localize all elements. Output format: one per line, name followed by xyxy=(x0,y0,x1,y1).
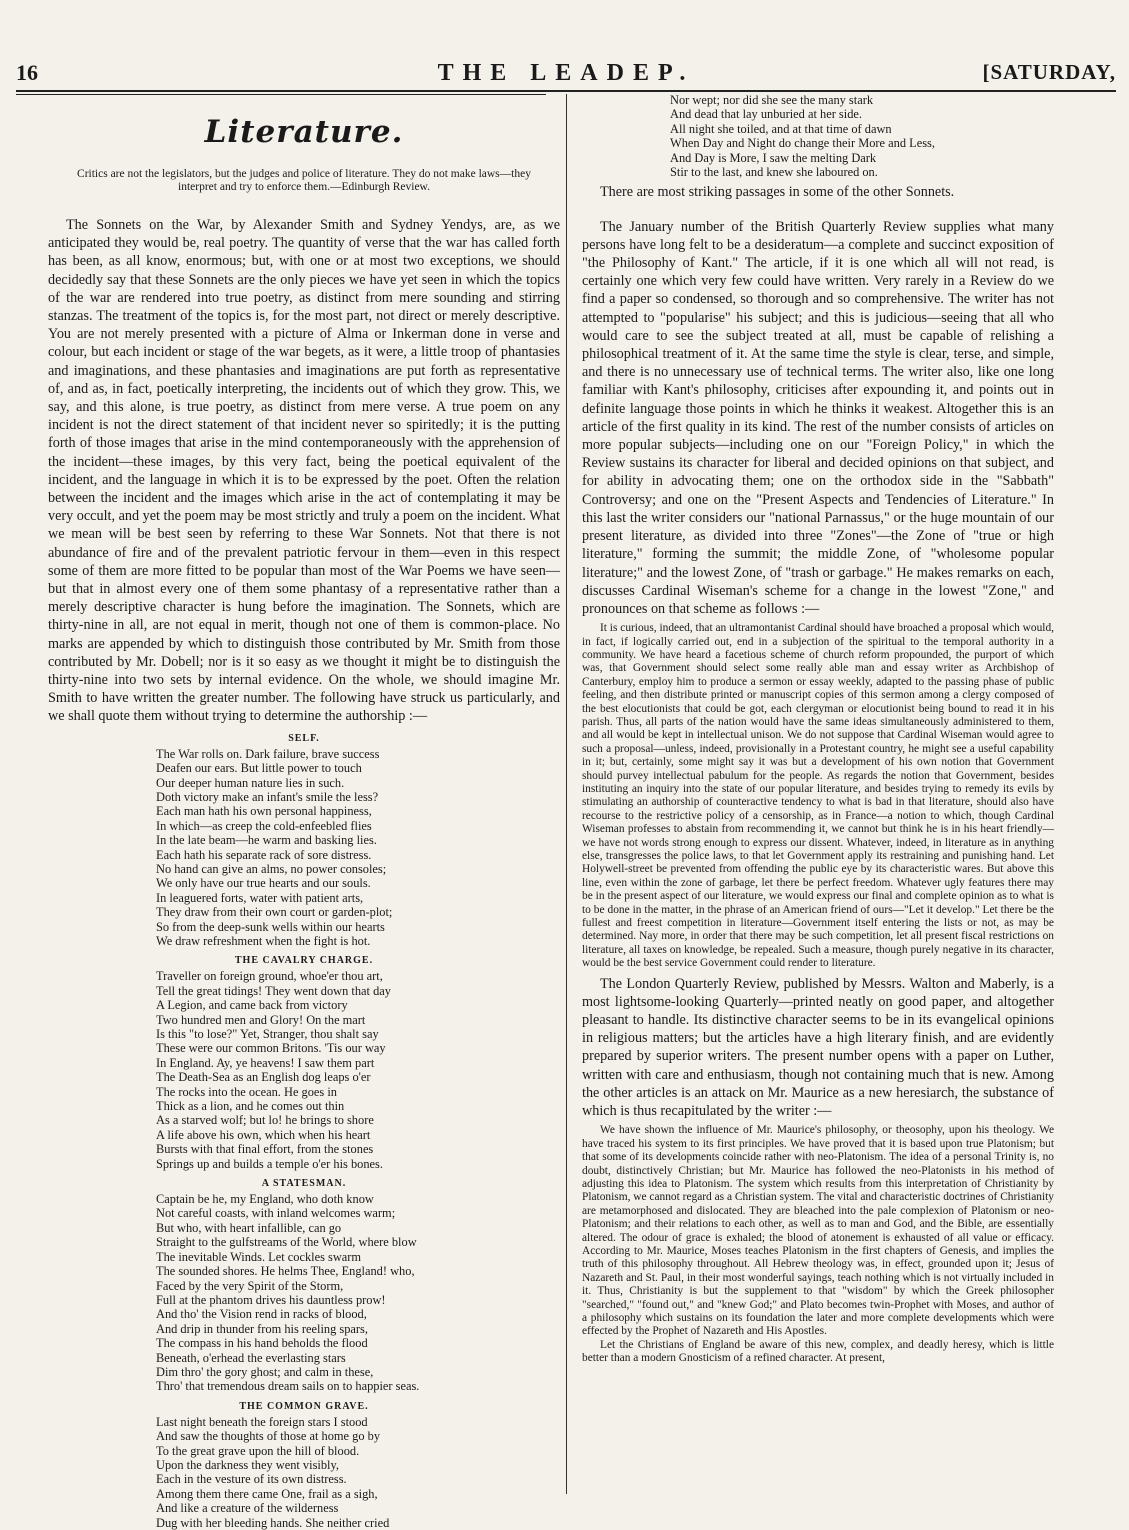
poem-line: We only have our true hearts and our souls. xyxy=(156,876,371,891)
poem-line: Upon the darkness they went visibly, xyxy=(156,1457,339,1472)
poem-statesman xyxy=(48,1178,560,1394)
poem-line: To the great grave upon the hill of blood. xyxy=(156,1443,360,1458)
poem-line: And drip in thunder from his reeling spars, xyxy=(156,1321,368,1336)
poem-line: Each hath his separate rack of sore distress. xyxy=(156,847,372,862)
british-quarterly-paragraph: The January number of the British Quarterly Review supplies what many persons have long felt to be a desideratum—a complete and succinct exposition of "the Philosophy of Kant." The article, if it is one which all will not read, is certainly one which very few could have written. Very rarely in a Review do we find a paper so condensed, so thorough and so comprehensive. The writer has not attempted to "popularise" his subject; and this is judicious—seeing that all who would care to see the subject treated at all, must be capable of relishing a philosophical treatment of it. At the same time the style is clear, terse, and simple, and there is no unnecessary use of technical terms. The writer also, like one long familiar with Kant's philosophy, criticises after expounding it, and points out in definite language those points in which he thinks it weakest. Altogether this is an article of the first quality in its kind. The rest of the number consists of articles on more popular subjects—including one on our "Foreign Policy," in which the Review sustains its character for liberal and decided opinions on that subject, and for ability in advocating them; one on the orthodox side in the "Sabbath" Controversy; and one on the "Present Aspects and Tendencies of Literature." In this last the writer considers our "national Parnassus," or the huge mountain of our present literature, as divided into three "Zones"—the Zone of "true or high literature," forming the summit; the middle Zone, of "wholesome popular literature;" and the lowest Zone, of "trash or garbage." He makes remarks on each, discusses Cardinal Wiseman's scheme for a change in the lowest "Zone," and pronounces on that scheme as follows :— xyxy=(582,218,1054,617)
poem-line: The compass in his hand beholds the flood xyxy=(156,1336,368,1351)
poem-continuation xyxy=(670,93,1054,179)
poem-line: Springs up and builds a temple o'er his bones. xyxy=(156,1156,383,1171)
section-title: Literature. xyxy=(204,114,404,150)
london-quarterly-paragraph: The London Quarterly Review, published by Messrs. Walton and Maberly, is a most lightsome-looking Quarterly—printed neatly on good paper, and altogether pleasant to handle. Its distinctive character seems to be in its evangelical opinions in religious matters; but the articles have a high literary finish, and are evidently prepared by superior writers. The present number opens with a paper on Luther, written with care and enthusiasm, though not containing much that is new. Among the other articles is an attack on Mr. Maurice as a new heresiarch, the substance of which is thus recapitulated by the writer :— xyxy=(582,975,1054,1120)
poem-line: The War rolls on. Dark failure, brave success xyxy=(156,746,380,761)
poem-line: The inevitable Winds. Let cockles swarm xyxy=(156,1249,362,1264)
poem-line: And saw the thoughts of those at home go by xyxy=(156,1429,381,1444)
poem-line: A Legion, and came back from victory xyxy=(156,998,348,1013)
poem-line: Two hundred men and Glory! On the mart xyxy=(156,1012,366,1027)
poem-line: Thick as a lion, and he comes out thin xyxy=(156,1099,345,1114)
page-header xyxy=(16,60,1116,94)
poem-line: Full at the phantom drives his dauntless prow! xyxy=(156,1292,386,1307)
wiseman-quotation: It is curious, indeed, that an ultramontanist Cardinal should have broached a proposal which would, in fact, if logically carried out, end in a subjection of the spiritual to the temporal authority in a community. We have heard a facetious scheme of church reform propounded, the purport of which was, that Government should select some really able man and essay writer as Archbishop of Canterbury, employ him to produce a sermon or essay weekly, adapted to the passing phase of public feeling, and then distribute printed or manuscript copies of this sermon among a clergy composed of the best elocutionists that could be got, each clergyman or elocutionist being bound to read it in his parish. Thus, all parts of the nation would have the same ideas simultaneously administered to them, and all would be kept in intellectual unison. We do not suppose that Cardinal Wiseman would agree to such a proposal—unless, indeed, provisionally in a Protestant country, he might see a useful capability in it; but, certainly, some might say it was but a development of his own notion that Government should purvey intellectual pabulum for the people. As regards the notion that Government, besides instituting an inquiry into the state of our popular literature, and besides trying to remedy its evils by stimulating an authorship of counteractive tendency to what is bad in that literature, should also have recourse to the restrictive policy of a censorship, as in France—a notion to which, though Cardinal Wiseman professes to abstain from recommending it, we cannot but think he is in his heart friendly—we have not words strong enough to express our dissent. Whatever, indeed, in literature as in anything else, transgresses the police laws, to that let Government apply its restraining and punishing hand. Let Holywell-street be prevented from offending the public eye by its characteristic wares. But above this line, even within the zone of garbage, let there be perfect freedom. Whatever ugly features there may be in the present aspect of our literature, we would express our final and complete opinion as to what is to be done in the matter, in the phrase of an American friend of ours—"Let it develop." Let there be the fullest and freest competition in literature—Government itself entering the lists or not, as may be determined. Nay more, in order that there may be such competition, let all present fiscal restrictions on literature, all taxes on knowledge, be repealed. Such a measure, though purely negative in its character, would be the best service Government could render to literature. xyxy=(582,622,1054,970)
poem-self xyxy=(48,733,560,949)
sonnets-review-paragraph: The Sonnets on the War, by Alexander Smith and Sydney Yendys, are, as we anticipated they would be, real poetry. The quantity of verse that the war has called forth has been, as all know, enormous; but, with one or at most two exceptions, we should decidedly say that these Sonnets are the only pieces we have yet seen in which the topics of the war are rendered into true poetry, as distinct from mere sounding and stirring stanzas. The treatment of the topics is, for the most part, not direct or merely descriptive. You are not merely presented with a picture of Alma or Inkerman done in verse and colour, but each incident or stage of the war begets, as it were, a little troop of phantasies and imaginations, and these phantasies and imaginations are put forth as representative of, and as, in fact, poetically interpreting, the incidents out of which they grow. This, we say, and this alone, is true poetry, as distinct from mere verse. A true poem on any incident is not the direct statement of that incident never so spiritedly; it is the putting forth of those images that arise in the mind contemporaneously with the apprehension of the incident—these images, by this very fact, being the poetical equivalent of the incident, and the language in which it is to be expressed by the poet. Often the relation between the incident and the images which arise in the act of contemplating it may be very occult, and yet the poem may be most strictly and truly a poem on the incident. What we mean will be best seen by referring to these War Sonnets. Not that there is not abundance of fire and of the prevalent patriotic fervour in them—even in this respect some of them are more fitted to be popular than most of the War Poems we have seen—but that in almost every one of them some phantasy of a representative rather than a merely descriptive character is hung before the imagination. The Sonnets, which are thirty-nine in all, are not equal in merit, though not one of them is common-place. No marks are appended by which to distinguish those contributed by Mr. Smith from those contributed by Mr. Dobell; nor is it so easy as we thought it might be to distinguish the thirty-nine into two sets by internal evidence. On the whole, we should imagine Mr. Smith to have written the greater number. The following have struck us particularly, and we shall quote them without trying to determine the authorship :— xyxy=(48,217,560,725)
poem-common-grave xyxy=(48,1401,560,1530)
poem-line: Thro' that tremendous dream sails on to happier seas. xyxy=(156,1379,420,1394)
column-divider xyxy=(566,94,567,1494)
poem-line: The sounded shores. He helms Thee, England! who, xyxy=(156,1264,415,1279)
maurice-quotation: We have shown the influence of Mr. Maurice's philosophy, or theosophy, upon his theology. We have traced his system to its first principles. We have proved that it is based upon true Platonism; but that some of its developments coincide rather with neo-Platonism. The idea of a personal Trinity is, no doubt, distinctively Christian; but Mr. Maurice has followed the neo-Platonists in his method of adjusting this idea to Platonism. The system which results from this interpretation of Christianity by Platonism, we cannot regard as a Christian system. The vital and characteristic doctrines of Christianity are metamorphosed and dislocated. They are bleached into the pale complexion of Platonism or neo-Platonism; and their relations to each other, as well as to man and God, and the Bible, are essentially altered. The odour of grace is exhaled; the blood of atonement is exhausted of all value or efficacy. According to Mr. Maurice, Moses teaches Platonism in the first chapters of Genesis, and implies the truth of this philosophy throughout. All Hebrew theology was, in effect, grounded upon it; Jesus of Nazareth and St. Paul, in their most wonderful sayings, teach nothing which is not virtually included in it. Thus, Christianity is but the supplement to that "wisdom" by which the Greek philosopher "searched," "found out," and "knew God;" and Plato becomes twin-Prophet with Moses, and author of a philosophy which sustains on its foundation the later and more complete developments which were effected by the Prophet of Nazareth and His Apostles. xyxy=(582,1124,1054,1338)
poem-line: In leaguered forts, water with patient arts, xyxy=(156,890,364,905)
poem-line: Among them there came One, frail as a sigh, xyxy=(156,1486,378,1501)
poem-line: Our deeper human nature lies in such. xyxy=(156,775,345,790)
poem-line: We draw refreshment when the fight is hot. xyxy=(156,933,371,948)
poem-line: In which—as creep the cold-enfeebled flies xyxy=(156,818,372,833)
header-rule-thin xyxy=(16,94,546,95)
poem-line: A life above his own, which when his heart xyxy=(156,1127,371,1142)
poem-line: And tho' the Vision rend in racks of blood, xyxy=(156,1307,367,1322)
poem-line: And Day is More, I saw the melting Dark xyxy=(670,150,877,165)
poem-line: Tell the great tidings! They went down that day xyxy=(156,983,391,998)
poem-line: When Day and Night do change their More and Less, xyxy=(670,136,935,151)
left-column xyxy=(48,100,560,1530)
issue-day: [SATURDAY, xyxy=(982,60,1116,84)
striking-passages-paragraph: There are most striking passages in some of the other Sonnets. xyxy=(600,184,955,201)
page-number: 16 xyxy=(16,60,38,85)
poem-line: The rocks into the ocean. He goes in xyxy=(156,1084,337,1099)
poem-line: And dead that lay unburied at her side. xyxy=(670,107,862,122)
poem-line: These were our common Britons. 'Tis our way xyxy=(156,1041,386,1056)
poem-line: Dug with her bleeding hands. She neither cried xyxy=(156,1515,390,1530)
poem-title: THE CAVALRY CHARGE. xyxy=(234,955,374,967)
poem-line: Doth victory make an infant's smile the less? xyxy=(156,789,379,804)
poem-title: A STATESMAN. xyxy=(261,1178,347,1190)
poem-line: Not careful coasts, with inland welcomes warm; xyxy=(156,1206,396,1221)
poem-line: They draw from their own court or garden-plot; xyxy=(156,905,393,920)
poem-line: Last night beneath the foreign stars I stood xyxy=(156,1414,368,1429)
poem-line: Traveller on foreign ground, whoe'er thou art, xyxy=(156,969,383,984)
poem-line: Stir to the last, and knew she laboured on. xyxy=(670,165,878,180)
poem-line: No hand can give an alms, no power consoles; xyxy=(156,861,387,876)
poem-line: But who, with heart infallible, can go xyxy=(156,1220,342,1235)
poem-line: Each in the vesture of its own distress. xyxy=(156,1472,347,1487)
poem-line: The Death-Sea as an English dog leaps o'er xyxy=(156,1070,371,1085)
section-motto: Critics are not the legislators, but the judges and police of literature. They do not make laws—they interpret and try to enforce them.—Edinburgh Review. xyxy=(77,168,531,193)
poem-title: SELF. xyxy=(288,732,320,744)
poem-line: In the late beam—he warm and basking lies. xyxy=(156,833,377,848)
poem-line: All night she toiled, and at that time of dawn xyxy=(670,121,892,136)
right-column xyxy=(582,93,1054,1366)
christians-quotation: Let the Christians of England be aware of this new, complex, and deadly heresy, which is little better than a modern Gnosticism of a refined character. At present, xyxy=(582,1338,1054,1365)
poem-line: Dim thro' the gory ghost; and calm in these, xyxy=(156,1364,374,1379)
poem-title: THE COMMON GRAVE. xyxy=(239,1400,369,1412)
poem-line: Is this "to lose?" Yet, Stranger, thou shalt say xyxy=(156,1027,379,1041)
poem-line: Captain be he, my England, who doth know xyxy=(156,1192,374,1207)
poem-line: So from the deep-sunk wells within our hearts xyxy=(156,919,385,934)
poem-line: Bursts with that final effort, from the stones xyxy=(156,1142,374,1157)
masthead: THE LEADEP. xyxy=(437,60,695,86)
poem-line: Each man hath his own personal happiness, xyxy=(156,804,372,819)
poem-line: Beneath, o'erhead the everlasting stars xyxy=(156,1350,346,1365)
header-rule xyxy=(16,90,1116,92)
poem-line: In England. Ay, ye heavens! I saw them part xyxy=(156,1055,375,1070)
poem-line: And like a creature of the wilderness xyxy=(156,1501,339,1516)
poem-line: Faced by the very Spirit of the Storm, xyxy=(156,1278,344,1293)
poem-line: Straight to the gulfstreams of the World, where blow xyxy=(156,1235,417,1250)
poem-line: Deafen our ears. But little power to touch xyxy=(156,761,362,776)
poem-line: Nor wept; nor did she see the many stark xyxy=(670,93,874,107)
poem-cavalry-charge xyxy=(48,955,560,1171)
poem-line: As a starved wolf; but lo! he brings to shore xyxy=(156,1113,374,1128)
